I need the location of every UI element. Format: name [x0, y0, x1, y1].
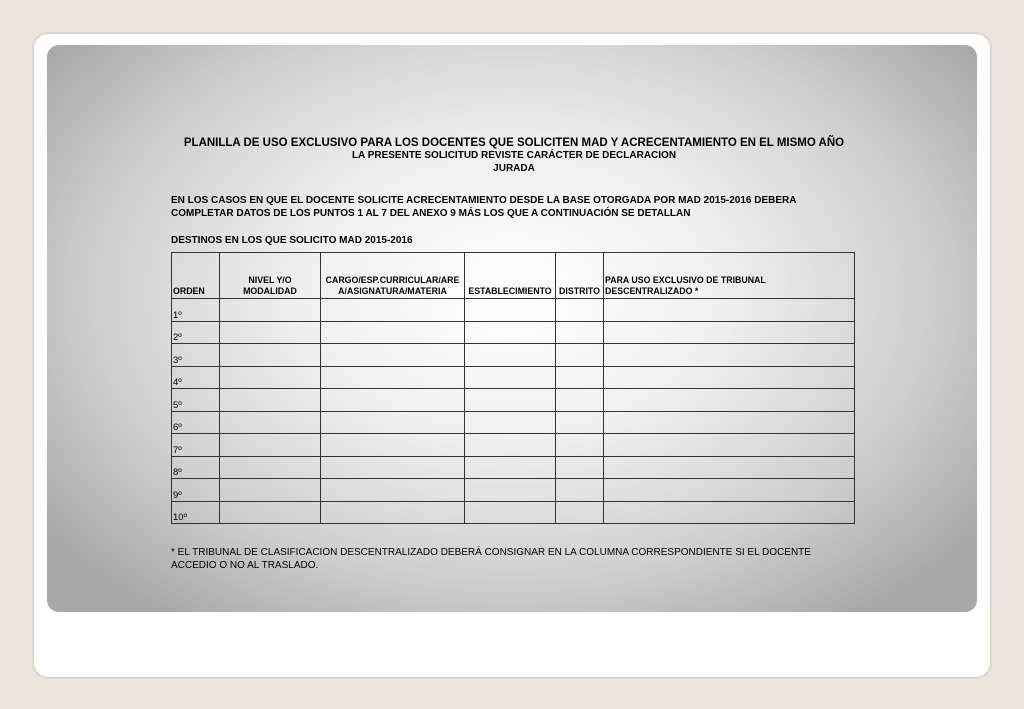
header-distrito: DISTRITO	[556, 253, 604, 299]
cargo-cell[interactable]	[321, 344, 465, 367]
table-row	[172, 299, 855, 322]
orden-cell: 2º	[172, 321, 220, 344]
table-row	[172, 321, 855, 344]
distrito-cell[interactable]	[556, 456, 604, 479]
orden-cell: 1º	[172, 299, 220, 322]
orden-cell: 8º	[172, 456, 220, 479]
distrito-cell[interactable]	[556, 299, 604, 322]
orden-cell: 5º	[172, 389, 220, 412]
header-nivel-modalidad: NIVEL Y/O MODALIDAD	[220, 253, 321, 299]
nivel-cell[interactable]	[220, 479, 321, 502]
document-subtitle-line1: LA PRESENTE SOLICITUD REVISTE CARÁCTER DE DECLARACION	[351, 150, 677, 161]
orden-cell: 3º	[172, 344, 220, 367]
orden-cell: 9º	[172, 479, 220, 502]
destinations-heading: DESTINOS EN LOS QUE SOLICITO MAD 2015-2016	[171, 235, 413, 246]
nivel-cell[interactable]	[220, 344, 321, 367]
cargo-cell[interactable]	[321, 321, 465, 344]
slide-background	[47, 45, 977, 612]
cargo-cell[interactable]	[321, 501, 465, 524]
nivel-cell[interactable]	[220, 299, 321, 322]
nivel-cell[interactable]	[220, 321, 321, 344]
orden-cell: 7º	[172, 434, 220, 457]
header-orden: ORDEN	[172, 253, 220, 299]
table-body	[172, 299, 855, 524]
cargo-cell[interactable]	[321, 389, 465, 412]
cargo-cell[interactable]	[321, 479, 465, 502]
establecimiento-cell[interactable]	[465, 434, 556, 457]
tribunal-cell[interactable]	[604, 434, 855, 457]
tribunal-cell[interactable]	[604, 344, 855, 367]
table-row	[172, 479, 855, 502]
nivel-cell[interactable]	[220, 366, 321, 389]
nivel-cell[interactable]	[220, 411, 321, 434]
distrito-cell[interactable]	[556, 321, 604, 344]
table-row	[172, 456, 855, 479]
form-document	[171, 137, 857, 582]
distrito-cell[interactable]	[556, 344, 604, 367]
slide-frame	[34, 34, 990, 677]
cargo-cell[interactable]	[321, 299, 465, 322]
tribunal-cell[interactable]	[604, 389, 855, 412]
nivel-cell[interactable]	[220, 501, 321, 524]
tribunal-cell[interactable]	[604, 456, 855, 479]
distrito-cell[interactable]	[556, 434, 604, 457]
footnote: * EL TRIBUNAL DE CLASIFICACION DESCENTRALIZADO DEBERÁ CONSIGNAR EN LA COLUMNA CORRESPONDIENTE SI EL DOCENTE ACCEDIO O NO AL TRASLADO.	[171, 547, 811, 571]
establecimiento-cell[interactable]	[465, 501, 556, 524]
table-row	[172, 389, 855, 412]
distrito-cell[interactable]	[556, 479, 604, 502]
distrito-cell[interactable]	[556, 366, 604, 389]
orden-cell: 6º	[172, 411, 220, 434]
table-row	[172, 366, 855, 389]
distrito-cell[interactable]	[556, 501, 604, 524]
header-cargo: CARGO/ESP.CURRICULAR/AREA/ASIGNATURA/MATERIA	[321, 253, 465, 299]
establecimiento-cell[interactable]	[465, 456, 556, 479]
establecimiento-cell[interactable]	[465, 479, 556, 502]
distrito-cell[interactable]	[556, 389, 604, 412]
establecimiento-cell[interactable]	[465, 366, 556, 389]
orden-cell: 10º	[172, 501, 220, 524]
table-header-row	[172, 253, 855, 299]
establecimiento-cell[interactable]	[465, 389, 556, 412]
tribunal-cell[interactable]	[604, 321, 855, 344]
cargo-cell[interactable]	[321, 456, 465, 479]
table-row	[172, 434, 855, 457]
establecimiento-cell[interactable]	[465, 321, 556, 344]
tribunal-cell[interactable]	[604, 479, 855, 502]
document-subtitle-line2: JURADA	[493, 162, 535, 174]
table-row	[172, 411, 855, 434]
tribunal-cell[interactable]	[604, 411, 855, 434]
document-title: PLANILLA DE USO EXCLUSIVO PARA LOS DOCENTES QUE SOLICITEN MAD Y ACRECENTAMIENTO EN EL MISMO AÑO	[183, 137, 845, 149]
destinations-table	[171, 252, 855, 524]
table-row	[172, 501, 855, 524]
tribunal-cell[interactable]	[604, 501, 855, 524]
establecimiento-cell[interactable]	[465, 344, 556, 367]
nivel-cell[interactable]	[220, 456, 321, 479]
tribunal-cell[interactable]	[604, 299, 855, 322]
distrito-cell[interactable]	[556, 411, 604, 434]
header-establecimiento: ESTABLECIMIENTO	[465, 253, 556, 299]
cargo-cell[interactable]	[321, 366, 465, 389]
nivel-cell[interactable]	[220, 434, 321, 457]
header-tribunal: PARA USO EXCLUSIVO DE TRIBUNAL DESCENTRALIZADO *	[604, 253, 855, 299]
orden-cell: 4º	[172, 366, 220, 389]
establecimiento-cell[interactable]	[465, 411, 556, 434]
instructions-paragraph: EN LOS CASOS EN QUE EL DOCENTE SOLICITE ACRECENTAMIENTO DESDE LA BASE OTORGADA POR MAD 2015-2016 DEBERA COMPLETAR DATOS DE LOS PUNTOS 1 AL 7 DEL ANEXO 9 MÁS LOS QUE A CONTINUACIÓN SE DETALLAN	[171, 195, 797, 219]
cargo-cell[interactable]	[321, 434, 465, 457]
tribunal-cell[interactable]	[604, 366, 855, 389]
cargo-cell[interactable]	[321, 411, 465, 434]
establecimiento-cell[interactable]	[465, 299, 556, 322]
nivel-cell[interactable]	[220, 389, 321, 412]
table-row	[172, 344, 855, 367]
